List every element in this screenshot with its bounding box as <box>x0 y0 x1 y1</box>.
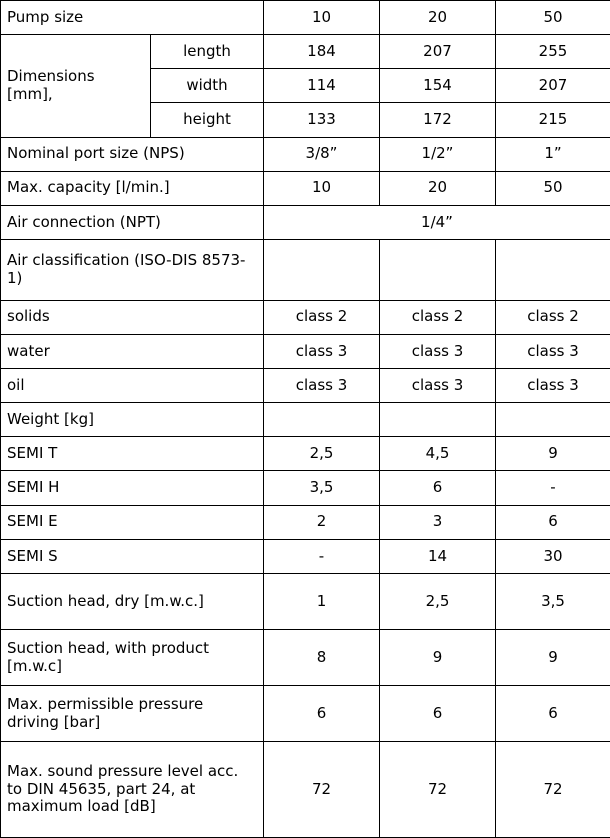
cell-suction-product-50: 9 <box>496 630 610 686</box>
row-label-max-sound-pressure: Max. sound pressure level acc. to DIN 45635, part 24, at maximum load [dB] <box>1 742 264 838</box>
table-row <box>1 35 610 69</box>
cell-pressure-10: 6 <box>264 686 380 742</box>
cell-capacity-10: 10 <box>264 171 380 205</box>
cell-width-20: 154 <box>380 69 496 103</box>
cell-semi-e-10: 2 <box>264 505 380 539</box>
row-label-suction-head-dry: Suction head, dry [m.w.c.] <box>1 574 264 630</box>
cell-solids-10: class 2 <box>264 300 380 334</box>
table-header-row <box>1 1 610 35</box>
table-row <box>1 630 610 686</box>
cell-semi-h-10: 3,5 <box>264 471 380 505</box>
cell-nps-20: 1/2” <box>380 137 496 171</box>
cell-oil-20: class 3 <box>380 369 496 403</box>
header-size-20: 20 <box>380 1 496 35</box>
cell-suction-product-10: 8 <box>264 630 380 686</box>
cell-capacity-20: 20 <box>380 171 496 205</box>
cell-empty-weight-20 <box>380 403 496 437</box>
cell-oil-10: class 3 <box>264 369 380 403</box>
cell-empty-weight-10 <box>264 403 380 437</box>
row-sublabel-width: width <box>151 69 264 103</box>
row-label-oil: oil <box>1 369 264 403</box>
cell-semi-t-10: 2,5 <box>264 437 380 471</box>
cell-nps-10: 3/8” <box>264 137 380 171</box>
table-row <box>1 686 610 742</box>
cell-air-connection-value: 1/4” <box>264 205 610 239</box>
row-label-max-pressure-driving: Max. permissible pressure driving [bar] <box>1 686 264 742</box>
cell-empty-air-class-10 <box>264 239 380 300</box>
cell-suction-product-20: 9 <box>380 630 496 686</box>
cell-empty-air-class-20 <box>380 239 496 300</box>
cell-semi-h-50: - <box>496 471 610 505</box>
cell-semi-t-50: 9 <box>496 437 610 471</box>
cell-pressure-50: 6 <box>496 686 610 742</box>
header-pump-size: Pump size <box>1 1 264 35</box>
table-row <box>1 403 610 437</box>
cell-semi-e-50: 6 <box>496 505 610 539</box>
cell-capacity-50: 50 <box>496 171 610 205</box>
cell-semi-s-20: 14 <box>380 539 496 573</box>
row-label-suction-head-product: Suction head, with product [m.w.c] <box>1 630 264 686</box>
table-row <box>1 205 610 239</box>
cell-width-10: 114 <box>264 69 380 103</box>
cell-length-50: 255 <box>496 35 610 69</box>
cell-oil-50: class 3 <box>496 369 610 403</box>
table-row <box>1 300 610 334</box>
cell-water-50: class 3 <box>496 334 610 368</box>
table-row <box>1 437 610 471</box>
cell-empty-air-class-50 <box>496 239 610 300</box>
header-size-50: 50 <box>496 1 610 35</box>
row-sublabel-length: length <box>151 35 264 69</box>
table-row <box>1 369 610 403</box>
cell-width-50: 207 <box>496 69 610 103</box>
cell-suction-dry-10: 1 <box>264 574 380 630</box>
table-row <box>1 505 610 539</box>
cell-semi-s-10: - <box>264 539 380 573</box>
cell-sound-50: 72 <box>496 742 610 838</box>
row-label-max-capacity: Max. capacity [l/min.] <box>1 171 264 205</box>
row-label-weight: Weight [kg] <box>1 403 264 437</box>
table-row <box>1 539 610 573</box>
cell-water-10: class 3 <box>264 334 380 368</box>
table-row <box>1 137 610 171</box>
cell-suction-dry-20: 2,5 <box>380 574 496 630</box>
cell-length-20: 207 <box>380 35 496 69</box>
row-label-semi-h: SEMI H <box>1 471 264 505</box>
header-size-10: 10 <box>264 1 380 35</box>
cell-semi-h-20: 6 <box>380 471 496 505</box>
cell-sound-10: 72 <box>264 742 380 838</box>
row-label-water: water <box>1 334 264 368</box>
cell-semi-s-50: 30 <box>496 539 610 573</box>
row-label-solids: solids <box>1 300 264 334</box>
table-row <box>1 334 610 368</box>
table-row <box>1 239 610 300</box>
cell-semi-t-20: 4,5 <box>380 437 496 471</box>
row-label-nominal-port-size: Nominal port size (NPS) <box>1 137 264 171</box>
row-label-air-classification: Air classification (ISO-DIS 8573-1) <box>1 239 264 300</box>
row-label-semi-e: SEMI E <box>1 505 264 539</box>
cell-nps-50: 1” <box>496 137 610 171</box>
table-row <box>1 471 610 505</box>
row-label-dimensions: Dimensions [mm], <box>1 35 151 137</box>
cell-sound-20: 72 <box>380 742 496 838</box>
row-label-air-connection: Air connection (NPT) <box>1 205 264 239</box>
cell-height-50: 215 <box>496 103 610 137</box>
cell-water-20: class 3 <box>380 334 496 368</box>
cell-empty-weight-50 <box>496 403 610 437</box>
row-label-semi-t: SEMI T <box>1 437 264 471</box>
cell-height-20: 172 <box>380 103 496 137</box>
table-row <box>1 742 610 838</box>
cell-length-10: 184 <box>264 35 380 69</box>
cell-suction-dry-50: 3,5 <box>496 574 610 630</box>
cell-solids-50: class 2 <box>496 300 610 334</box>
cell-height-10: 133 <box>264 103 380 137</box>
row-sublabel-height: height <box>151 103 264 137</box>
cell-pressure-20: 6 <box>380 686 496 742</box>
table-row <box>1 574 610 630</box>
cell-solids-20: class 2 <box>380 300 496 334</box>
cell-semi-e-20: 3 <box>380 505 496 539</box>
table-row <box>1 171 610 205</box>
row-label-semi-s: SEMI S <box>1 539 264 573</box>
